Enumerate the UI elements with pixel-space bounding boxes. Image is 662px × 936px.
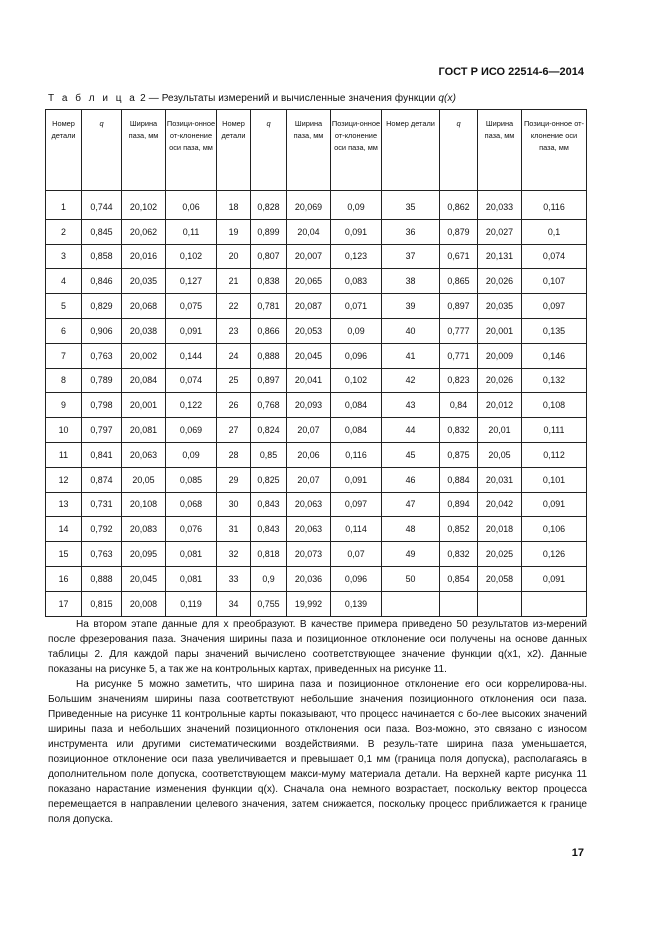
table-cell: 28 — [217, 442, 251, 467]
table-cell: 0,096 — [331, 566, 382, 591]
table-cell: 20,07 — [287, 467, 331, 492]
table-cell: 7 — [46, 343, 82, 368]
table-cell: 0,852 — [440, 517, 478, 542]
table-cell: 0,797 — [82, 418, 122, 443]
table-cell: 20,053 — [287, 318, 331, 343]
table-cell: 0,084 — [331, 418, 382, 443]
table-cell: 0,792 — [82, 517, 122, 542]
table-cell: 0,899 — [251, 219, 287, 244]
table-cell: 0,091 — [522, 492, 587, 517]
table-cell: 38 — [382, 269, 440, 294]
table-cell: 0,096 — [331, 343, 382, 368]
table-cell: 3 — [46, 244, 82, 269]
table-cell: 12 — [46, 467, 82, 492]
header-part-number: Номер детали — [217, 110, 251, 191]
table-cell: 20,065 — [287, 269, 331, 294]
table-cell: 0,828 — [251, 191, 287, 220]
table-cell: 0,894 — [440, 492, 478, 517]
table-cell: 0,101 — [522, 467, 587, 492]
table-cell: 0,127 — [166, 269, 217, 294]
table-cell: 0,139 — [331, 591, 382, 616]
table-cell: 0,763 — [82, 542, 122, 567]
header-slot-width: Ширина паза, мм — [287, 110, 331, 191]
table-cell: 20,035 — [478, 294, 522, 319]
table-cell: 35 — [382, 191, 440, 220]
table-cell: 0,132 — [522, 368, 587, 393]
table-cell: 30 — [217, 492, 251, 517]
table-row — [46, 542, 587, 567]
table-cell: 0,874 — [82, 467, 122, 492]
table-cell: 20,062 — [122, 219, 166, 244]
table-cell: 0,146 — [522, 343, 587, 368]
table-cell: 0,832 — [440, 542, 478, 567]
table-row — [46, 591, 587, 616]
table-cell: 0,865 — [440, 269, 478, 294]
table-cell: 0,074 — [522, 244, 587, 269]
table-cell: 0,84 — [440, 393, 478, 418]
table-cell: 0,897 — [251, 368, 287, 393]
header-slot-width: Ширина паза, мм — [478, 110, 522, 191]
table-cell: 47 — [382, 492, 440, 517]
table-cell: 25 — [217, 368, 251, 393]
table-cell: 0,818 — [251, 542, 287, 567]
table-cell: 20,087 — [287, 294, 331, 319]
table-cell: 20,031 — [478, 467, 522, 492]
table-cell: 0,1 — [522, 219, 587, 244]
header-part-number: Номер детали — [46, 110, 82, 191]
header-position-deviation: Позици-онное от-клонение оси паза, мм — [522, 110, 587, 191]
table-cell — [382, 591, 440, 616]
table-cell: 20,081 — [122, 418, 166, 443]
table-cell: 0,097 — [522, 294, 587, 319]
table-cell: 0,091 — [166, 318, 217, 343]
table-cell: 0,111 — [522, 418, 587, 443]
table-cell: 0,763 — [82, 343, 122, 368]
table-cell: 0,091 — [522, 566, 587, 591]
table-cell: 40 — [382, 318, 440, 343]
table-cell: 29 — [217, 467, 251, 492]
table-cell: 0,838 — [251, 269, 287, 294]
document-header: ГОСТ Р ИСО 22514-6—2014 — [438, 66, 584, 78]
table-cell: 0,116 — [331, 442, 382, 467]
table-row — [46, 219, 587, 244]
table-cell: 20,07 — [287, 418, 331, 443]
table-cell: 4 — [46, 269, 82, 294]
table-cell: 5 — [46, 294, 82, 319]
paragraph-2: На рисунке 5 можно заметить, что ширина паза и позиционное отклонение его оси коррелирова-ны. Большим значениям ширины паза соответствуют небольшие значения позиционного отклонения оси паза. Приведенные на рисунке 11 контрольные карты показывают, что процесс начинается с бо-лее высоких значений ширины паза и небольших значений позиционного отклонения оси паза. Воз-можно, это связано с износом инструмента или другими систематическими воздействиями. В резуль-тате ширина паза уменьшается, позиционное отклонение оси паза увеличивается и превышает 0,1 мм (граница поля допуска), располагаясь в дополнительном поле допуска, соответствующем макси-муму материала детали. На верхней карте рисунка 11 показано нарастание изменения функции q(x). Сначала она немного возрастает, поскольку вектор процесса перемещается в направлении целевого значения, затем снижается, поскольку процесс приближается к границе поля допуска. — [48, 679, 587, 825]
table-cell: 20,069 — [287, 191, 331, 220]
table-cell: 0,829 — [82, 294, 122, 319]
table-cell: 0,081 — [166, 566, 217, 591]
table-cell: 41 — [382, 343, 440, 368]
table-cell: 0,777 — [440, 318, 478, 343]
table-cell: 0,075 — [166, 294, 217, 319]
table-cell: 24 — [217, 343, 251, 368]
table-cell: 0,083 — [331, 269, 382, 294]
table-cell: 0,081 — [166, 542, 217, 567]
table-cell: 0,771 — [440, 343, 478, 368]
table-cell: 0,068 — [166, 492, 217, 517]
table-cell: 20,001 — [478, 318, 522, 343]
table-row — [46, 318, 587, 343]
table-cell: 0,807 — [251, 244, 287, 269]
table-cell: 20,058 — [478, 566, 522, 591]
table-cell: 11 — [46, 442, 82, 467]
table-cell: 33 — [217, 566, 251, 591]
table-cell: 0,097 — [331, 492, 382, 517]
table-cell: 20,026 — [478, 368, 522, 393]
table-cell: 20,108 — [122, 492, 166, 517]
table-cell: 0,841 — [82, 442, 122, 467]
table-cell: 0,135 — [522, 318, 587, 343]
table-cell: 0,071 — [331, 294, 382, 319]
table-cell: 20,045 — [287, 343, 331, 368]
table-cell: 0,781 — [251, 294, 287, 319]
header-part-number: Номер детали — [382, 110, 440, 191]
page-number: 17 — [571, 847, 584, 859]
table-cell: 0,108 — [522, 393, 587, 418]
table-cell: 16 — [46, 566, 82, 591]
table-cell: 0,126 — [522, 542, 587, 567]
table-cell: 20,008 — [122, 591, 166, 616]
table-header-row — [46, 110, 587, 191]
header-q: q — [440, 110, 478, 191]
table-cell: 20,002 — [122, 343, 166, 368]
table-cell: 31 — [217, 517, 251, 542]
table-cell: 0,897 — [440, 294, 478, 319]
table-cell: 20,05 — [478, 442, 522, 467]
table-cell: 0,11 — [166, 219, 217, 244]
header-position-deviation: Позици-онное от-клонение оси паза, мм — [331, 110, 382, 191]
table-caption-text: — Результаты измерений и вычисленные значения функции — [145, 93, 439, 104]
table-row — [46, 418, 587, 443]
table-cell: 0,884 — [440, 467, 478, 492]
table-cell: 0,824 — [251, 418, 287, 443]
table-cell: 9 — [46, 393, 82, 418]
table-cell: 20,026 — [478, 269, 522, 294]
table-cell: 0,744 — [82, 191, 122, 220]
table-cell: 0,091 — [331, 219, 382, 244]
table-cell: 13 — [46, 492, 82, 517]
table-cell: 20,102 — [122, 191, 166, 220]
table-cell: 2 — [46, 219, 82, 244]
table-cell: 0,815 — [82, 591, 122, 616]
table-cell: 0,846 — [82, 269, 122, 294]
table-cell: 0,843 — [251, 517, 287, 542]
table-cell: 20,083 — [122, 517, 166, 542]
table-cell: 20,016 — [122, 244, 166, 269]
table-caption — [48, 93, 456, 104]
table-cell: 20,041 — [287, 368, 331, 393]
table-cell: 0,9 — [251, 566, 287, 591]
table-cell: 0,888 — [82, 566, 122, 591]
table-cell: 20,01 — [478, 418, 522, 443]
table-cell: 0,074 — [166, 368, 217, 393]
table-cell — [478, 591, 522, 616]
table-cell: 0,102 — [331, 368, 382, 393]
table-cell: 0,09 — [331, 318, 382, 343]
table-cell: 20,05 — [122, 467, 166, 492]
table-cell: 1 — [46, 191, 82, 220]
table-cell: 0,085 — [166, 467, 217, 492]
table-cell: 20,063 — [287, 517, 331, 542]
table-row — [46, 343, 587, 368]
table-cell: 20,04 — [287, 219, 331, 244]
table-cell: 20,036 — [287, 566, 331, 591]
table-row — [46, 393, 587, 418]
table-row — [46, 368, 587, 393]
table-cell: 15 — [46, 542, 82, 567]
table-cell: 20,063 — [122, 442, 166, 467]
table-body — [46, 191, 587, 617]
table-cell: 37 — [382, 244, 440, 269]
table-cell: 20,027 — [478, 219, 522, 244]
table-row — [46, 492, 587, 517]
table-cell: 0,858 — [82, 244, 122, 269]
table-cell: 0,671 — [440, 244, 478, 269]
table-cell: 20,063 — [287, 492, 331, 517]
table-cell: 0,122 — [166, 393, 217, 418]
table-cell: 20,073 — [287, 542, 331, 567]
table-cell: 26 — [217, 393, 251, 418]
table-cell: 20,131 — [478, 244, 522, 269]
table-row — [46, 294, 587, 319]
table-cell: 20,025 — [478, 542, 522, 567]
table-cell: 0,845 — [82, 219, 122, 244]
paragraph-1: На втором этапе данные для x преобразуют. В качестве примера приведено 50 результатов из-мерений после фрезерования паза. Значения ширины паза и позиционное отклонение оси получены на основе данных таблицы 2. Для каждой пары значений вычислено соответствующее значение функции q(x1, x2). Данные показаны на рисунке 5, а так же на контрольных картах, приведенных на рисунке 11. — [48, 619, 587, 675]
table-cell: 0,85 — [251, 442, 287, 467]
table-cell: 19,992 — [287, 591, 331, 616]
table-row — [46, 442, 587, 467]
table-cell: 0,888 — [251, 343, 287, 368]
table-cell: 20 — [217, 244, 251, 269]
table-cell: 20,033 — [478, 191, 522, 220]
table-cell: 20,06 — [287, 442, 331, 467]
table-cell: 0,06 — [166, 191, 217, 220]
table-cell: 0,09 — [331, 191, 382, 220]
table-cell: 45 — [382, 442, 440, 467]
table-cell: 20,009 — [478, 343, 522, 368]
header-q: q — [251, 110, 287, 191]
table-cell: 17 — [46, 591, 82, 616]
table-cell: 0,825 — [251, 467, 287, 492]
table-row — [46, 467, 587, 492]
table-cell: 0,112 — [522, 442, 587, 467]
body-text — [48, 617, 587, 827]
table-cell: 0,832 — [440, 418, 478, 443]
table-cell: 0,119 — [166, 591, 217, 616]
table-cell: 20,093 — [287, 393, 331, 418]
table-cell: 22 — [217, 294, 251, 319]
table-cell: 0,102 — [166, 244, 217, 269]
table-cell: 0,069 — [166, 418, 217, 443]
table-cell: 0,09 — [166, 442, 217, 467]
table-cell: 21 — [217, 269, 251, 294]
table-cell: 34 — [217, 591, 251, 616]
table-cell: 0,091 — [331, 467, 382, 492]
table-cell: 0,114 — [331, 517, 382, 542]
table-cell: 0,789 — [82, 368, 122, 393]
table-cell: 46 — [382, 467, 440, 492]
table-cell: 27 — [217, 418, 251, 443]
table-row — [46, 566, 587, 591]
table-cell: 20,001 — [122, 393, 166, 418]
table-caption-prefix: Т а б л и ц а — [48, 93, 138, 104]
table-cell: 20,095 — [122, 542, 166, 567]
table-cell: 19 — [217, 219, 251, 244]
table-cell: 0,107 — [522, 269, 587, 294]
table-cell: 0,879 — [440, 219, 478, 244]
table-cell: 0,755 — [251, 591, 287, 616]
table-cell: 43 — [382, 393, 440, 418]
table-cell — [440, 591, 478, 616]
table-cell: 0,768 — [251, 393, 287, 418]
table-cell — [522, 591, 587, 616]
table-cell: 39 — [382, 294, 440, 319]
table-cell: 44 — [382, 418, 440, 443]
table-cell: 20,042 — [478, 492, 522, 517]
table-cell: 20,068 — [122, 294, 166, 319]
table-cell: 0,843 — [251, 492, 287, 517]
table-cell: 0,07 — [331, 542, 382, 567]
table-cell: 20,007 — [287, 244, 331, 269]
table-row — [46, 269, 587, 294]
table-cell: 0,106 — [522, 517, 587, 542]
table-cell: 0,144 — [166, 343, 217, 368]
table-cell: 20,038 — [122, 318, 166, 343]
table-cell: 20,035 — [122, 269, 166, 294]
table-cell: 0,906 — [82, 318, 122, 343]
table-cell: 42 — [382, 368, 440, 393]
table-row — [46, 191, 587, 220]
table-cell: 0,875 — [440, 442, 478, 467]
table-cell: 0,123 — [331, 244, 382, 269]
table-cell: 0,823 — [440, 368, 478, 393]
table-cell: 6 — [46, 318, 82, 343]
table-cell: 49 — [382, 542, 440, 567]
header-position-deviation: Позици-онное от-клонение оси паза, мм — [166, 110, 217, 191]
table-cell: 0,731 — [82, 492, 122, 517]
table-cell: 0,866 — [251, 318, 287, 343]
table-cell: 18 — [217, 191, 251, 220]
table-cell: 14 — [46, 517, 82, 542]
results-table — [45, 109, 587, 617]
table-caption-number: 2 — [140, 93, 146, 104]
table-cell: 0,854 — [440, 566, 478, 591]
table-row — [46, 517, 587, 542]
table-cell: 8 — [46, 368, 82, 393]
table-cell: 20,045 — [122, 566, 166, 591]
table-cell: 0,862 — [440, 191, 478, 220]
table-cell: 32 — [217, 542, 251, 567]
table-cell: 50 — [382, 566, 440, 591]
table-cell: 0,116 — [522, 191, 587, 220]
table-row — [46, 244, 587, 269]
table-cell: 36 — [382, 219, 440, 244]
table-cell: 0,076 — [166, 517, 217, 542]
table-cell: 20,084 — [122, 368, 166, 393]
table-cell: 0,798 — [82, 393, 122, 418]
table-cell: 20,018 — [478, 517, 522, 542]
table-cell: 23 — [217, 318, 251, 343]
table-cell: 0,084 — [331, 393, 382, 418]
table-cell: 48 — [382, 517, 440, 542]
table-caption-func: q(x) — [438, 93, 457, 104]
table-cell: 20,012 — [478, 393, 522, 418]
table-cell: 10 — [46, 418, 82, 443]
header-q: q — [82, 110, 122, 191]
header-slot-width: Ширина паза, мм — [122, 110, 166, 191]
